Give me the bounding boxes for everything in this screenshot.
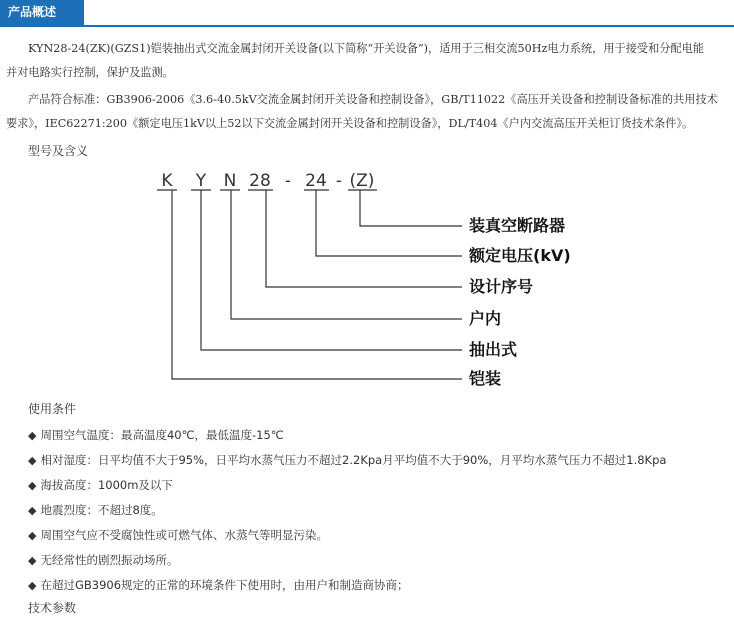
- bullet-diamond-icon: ◆: [28, 479, 37, 492]
- code-char-y: Y: [195, 171, 207, 191]
- code-char-voltage: 24: [305, 171, 327, 191]
- bullet-diamond-icon: ◆: [28, 529, 37, 542]
- bullet-diamond-icon: ◆: [28, 429, 37, 442]
- bullet-diamond-icon: ◆: [28, 554, 37, 567]
- code-char-breaker: (Z): [349, 171, 375, 191]
- bullet-diamond-icon: ◆: [28, 504, 37, 517]
- meaning-design-series: 设计序号: [469, 277, 534, 296]
- tech-params-heading: 技术参数: [28, 601, 77, 615]
- condition-item: ◆ 无经常性的剧烈振动场所。: [28, 553, 179, 567]
- conditions-heading: 使用条件: [28, 402, 77, 416]
- leader-line-breaker: [360, 190, 462, 226]
- leader-line-series: [266, 190, 462, 287]
- condition-item: ◆ 地震烈度：不超过8度。: [28, 503, 163, 517]
- leader-line-withdrawable: [201, 190, 462, 350]
- condition-item: ◆ 周围空气温度：最高温度40℃，最低温度-15℃: [28, 428, 284, 442]
- bullet-diamond-icon: ◆: [28, 579, 37, 592]
- bullet-diamond-icon: ◆: [28, 454, 37, 467]
- model-heading: 型号及含义: [28, 144, 89, 158]
- code-leader-lines: [172, 190, 462, 379]
- condition-item: ◆ 海拔高度：1000m及以下: [28, 478, 173, 492]
- meaning-rated-voltage: 额定电压(kV): [469, 246, 571, 265]
- meaning-indoor: 户内: [469, 309, 502, 328]
- leader-line-voltage: [316, 190, 462, 256]
- meaning-armored: 铠装: [469, 369, 502, 388]
- code-char-n: N: [223, 171, 237, 191]
- code-char-k: K: [161, 171, 173, 191]
- code-char-series: 28: [249, 171, 271, 191]
- meaning-vacuum-breaker: 装真空断路器: [469, 216, 566, 235]
- code-char-dash-1: -: [284, 171, 292, 191]
- leader-line-armored: [172, 190, 462, 379]
- overview-paragraph-1-line-1: KYN28-24(ZK)(GZS1)铠装抽出式交流金属封闭开关设备(以下简称“开关设备”)，适用于三相交流50Hz电力系统，用于接受和分配电能: [28, 42, 705, 55]
- condition-item: ◆ 周围空气应不受腐蚀性或可燃气体、水蒸气等明显污染。: [28, 528, 328, 542]
- overview-paragraph-1-line-2: 并对电路实行控制，保护及监测。: [6, 66, 174, 79]
- meaning-withdrawable: 抽出式: [469, 340, 518, 359]
- overview-paragraph-2-line-1: 产品符合标准：GB3906-2006《3.6-40.5kV交流金属封闭开关设备和控制设备》，GB/T11022《高压开关设备和控制设备标准的共用技术: [28, 93, 718, 106]
- overview-paragraph-2-line-2: 要求》，IEC62271:200《额定电压1kV以上52以下交流金属封闭开关设备和控制设备》，DL/T404《户内交流高压开关柜订货技术条件》。: [6, 117, 694, 130]
- code-char-dash-2: -: [335, 171, 343, 191]
- condition-item: ◆ 相对湿度：日平均值不大于95%，日平均水蒸气压力不超过2.2Kpa月平均值不大于90%，月平均水蒸气压力不超过1.8Kpa: [28, 453, 667, 467]
- tab-product-overview[interactable]: 产品概述: [0, 0, 84, 27]
- condition-item: ◆ 在超过GB3906规定的正常的环境条件下使用时，由用户和制造商协商；: [28, 578, 409, 592]
